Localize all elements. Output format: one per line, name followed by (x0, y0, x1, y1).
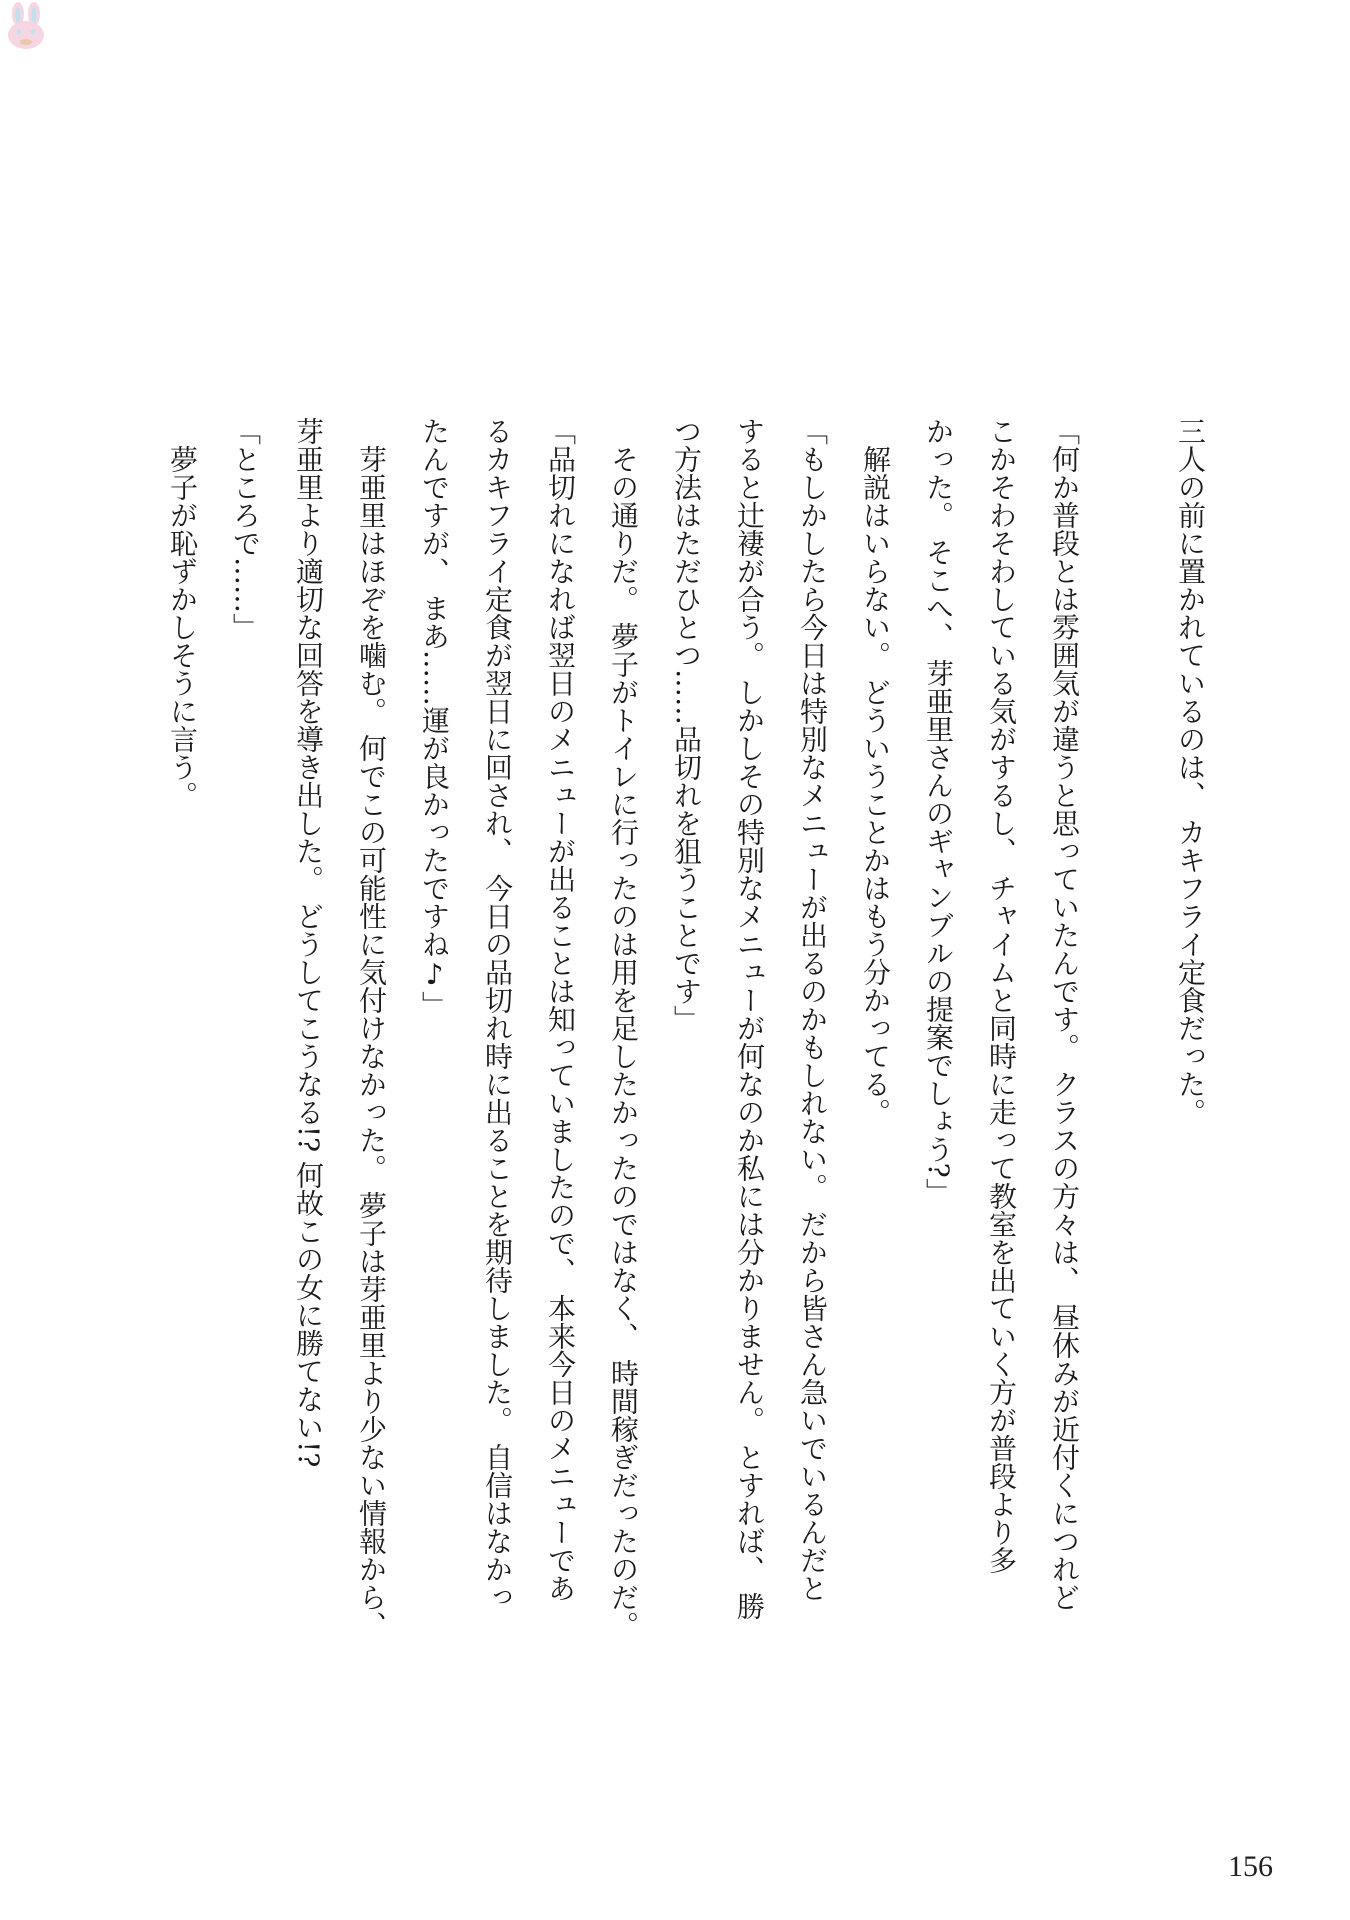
bunny-logo-icon (4, 2, 48, 52)
text-line: 「ところで……」 (229, 417, 262, 641)
text-line: こかそわそわしている気がするし、 チャイムと同時に走って教室を出ていく方が普段より多 (985, 417, 1018, 1574)
text-line: 「もしかしたら今日は特別なメニューが出るのかもしれない。 だから皆さん急いでいるんだと (796, 417, 829, 1602)
text-line: 芽亜里より適切な回答を導き出した。 どうしてこうなる!? 何故この女に勝てない!? (292, 417, 325, 1468)
text-line: るカキフライ定食が翌日に回され、 今日の品切れ時に出ることを期待しました。 自信はなかっ (481, 417, 514, 1611)
text-line: その通りだ。 夢子がトイレに行ったのは用を足したかったのではなく、 時間稼ぎだったのだ。 (607, 417, 640, 1639)
text-line: かった。 そこへ、 芽亜里さんのギャンブルの提案でしょう?」 (922, 417, 955, 1206)
text-line: つ方法はただひとつ……品切れを狙うことです」 (670, 417, 703, 1033)
text-line: 夢子が恥ずかしそうに言う。 (166, 417, 199, 809)
text-line-blank (1096, 417, 1159, 1667)
text-line: 「何か普段とは雰囲気が違うと思っていたんです。 クラスの方々は、 昼休みが近付くにつれど (1048, 417, 1081, 1611)
text-line: すると辻褄が合う。 しかしその特別なメニューが何なのか私には分かりません。 とすれば、 勝 (733, 417, 766, 1620)
text-line: たんですが、 まあ……運が良かったですね♪」 (418, 417, 451, 1019)
text-line: 三人の前に置かれているのは、 カキフライ定食だった。 (1174, 417, 1207, 1126)
text-line: 「品切れになれば翌日のメニューが出ることは知っていましたので、 本来今日のメニューであ (544, 417, 577, 1602)
body-text (151, 417, 1222, 1667)
text-line: 芽亜里はほぞを噛む。 何でこの可能性に気付けなかった。 夢子は芽亜里より少ない情報から、 (355, 417, 388, 1639)
text-line: 解説はいらない。 どういうことかはもう分かってる。 (859, 417, 892, 1126)
page-number: 156 (1228, 1850, 1273, 1883)
